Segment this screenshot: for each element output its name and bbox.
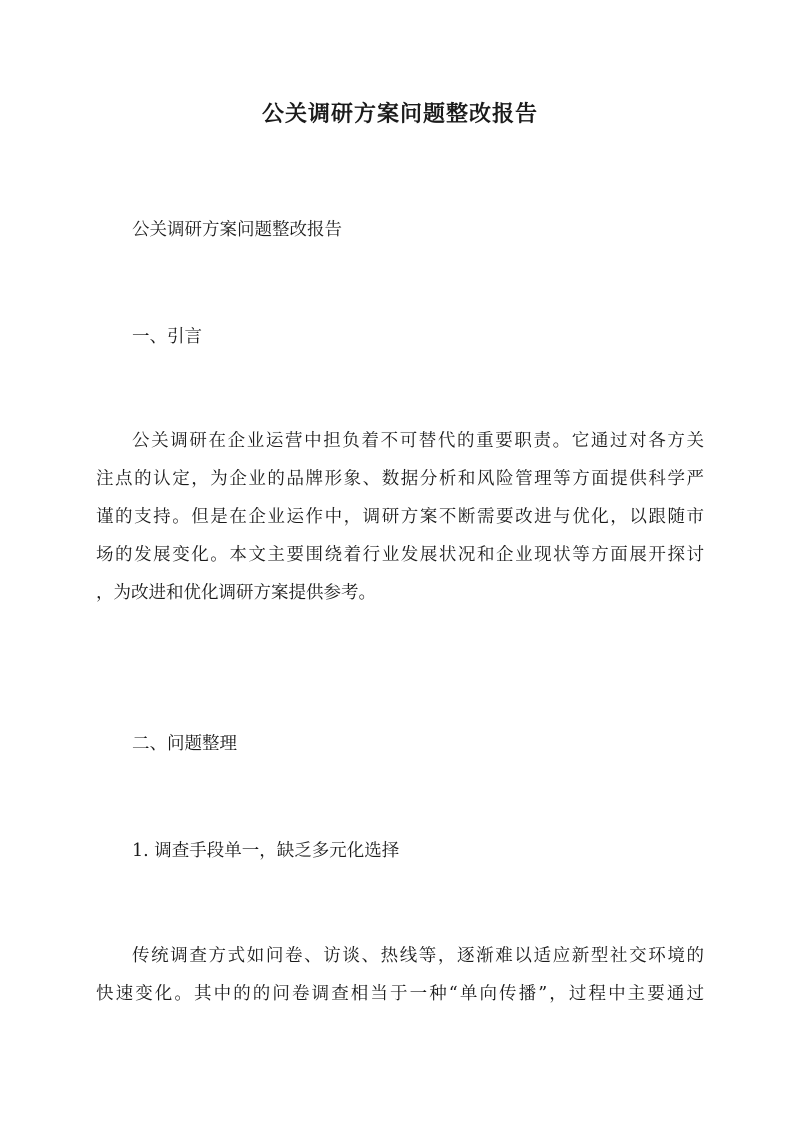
document-subtitle: 公关调研方案问题整改报告 bbox=[132, 220, 342, 240]
paragraph-line: 注点的认定，为企业的品牌形象、数据分析和风险管理等方面提供科学严 bbox=[96, 469, 704, 489]
paragraph-line: ，为改进和优化调研方案提供参考。 bbox=[96, 583, 376, 603]
survey-methods-paragraph bbox=[96, 937, 704, 1013]
paragraph-line: 快速变化。其中的的问卷调查相当于一种“单向传播”，过程中主要通过 bbox=[96, 984, 704, 1004]
section-heading-issues: 二、问题整理 bbox=[132, 734, 237, 754]
paragraph-line: 公关调研在企业运营中担负着不可替代的重要职责。它通过对各方关 bbox=[132, 431, 704, 451]
document-title: 公关调研方案问题整改报告 bbox=[261, 101, 538, 127]
subsection-heading-survey-methods: 1. 调查手段单一，缺乏多元化选择 bbox=[132, 841, 400, 861]
introduction-paragraph bbox=[96, 422, 704, 612]
paragraph-line: 场的发展变化。本文主要围绕着行业发展状况和企业现状等方面展开探讨 bbox=[96, 545, 704, 565]
paragraph-line: 传统调查方式如问卷、访谈、热线等，逐渐难以适应新型社交环境的 bbox=[132, 946, 704, 966]
paragraph-line: 谨的支持。但是在企业运作中，调研方案不断需要改进与优化，以跟随市 bbox=[96, 507, 704, 527]
section-heading-introduction: 一、引言 bbox=[132, 327, 202, 347]
